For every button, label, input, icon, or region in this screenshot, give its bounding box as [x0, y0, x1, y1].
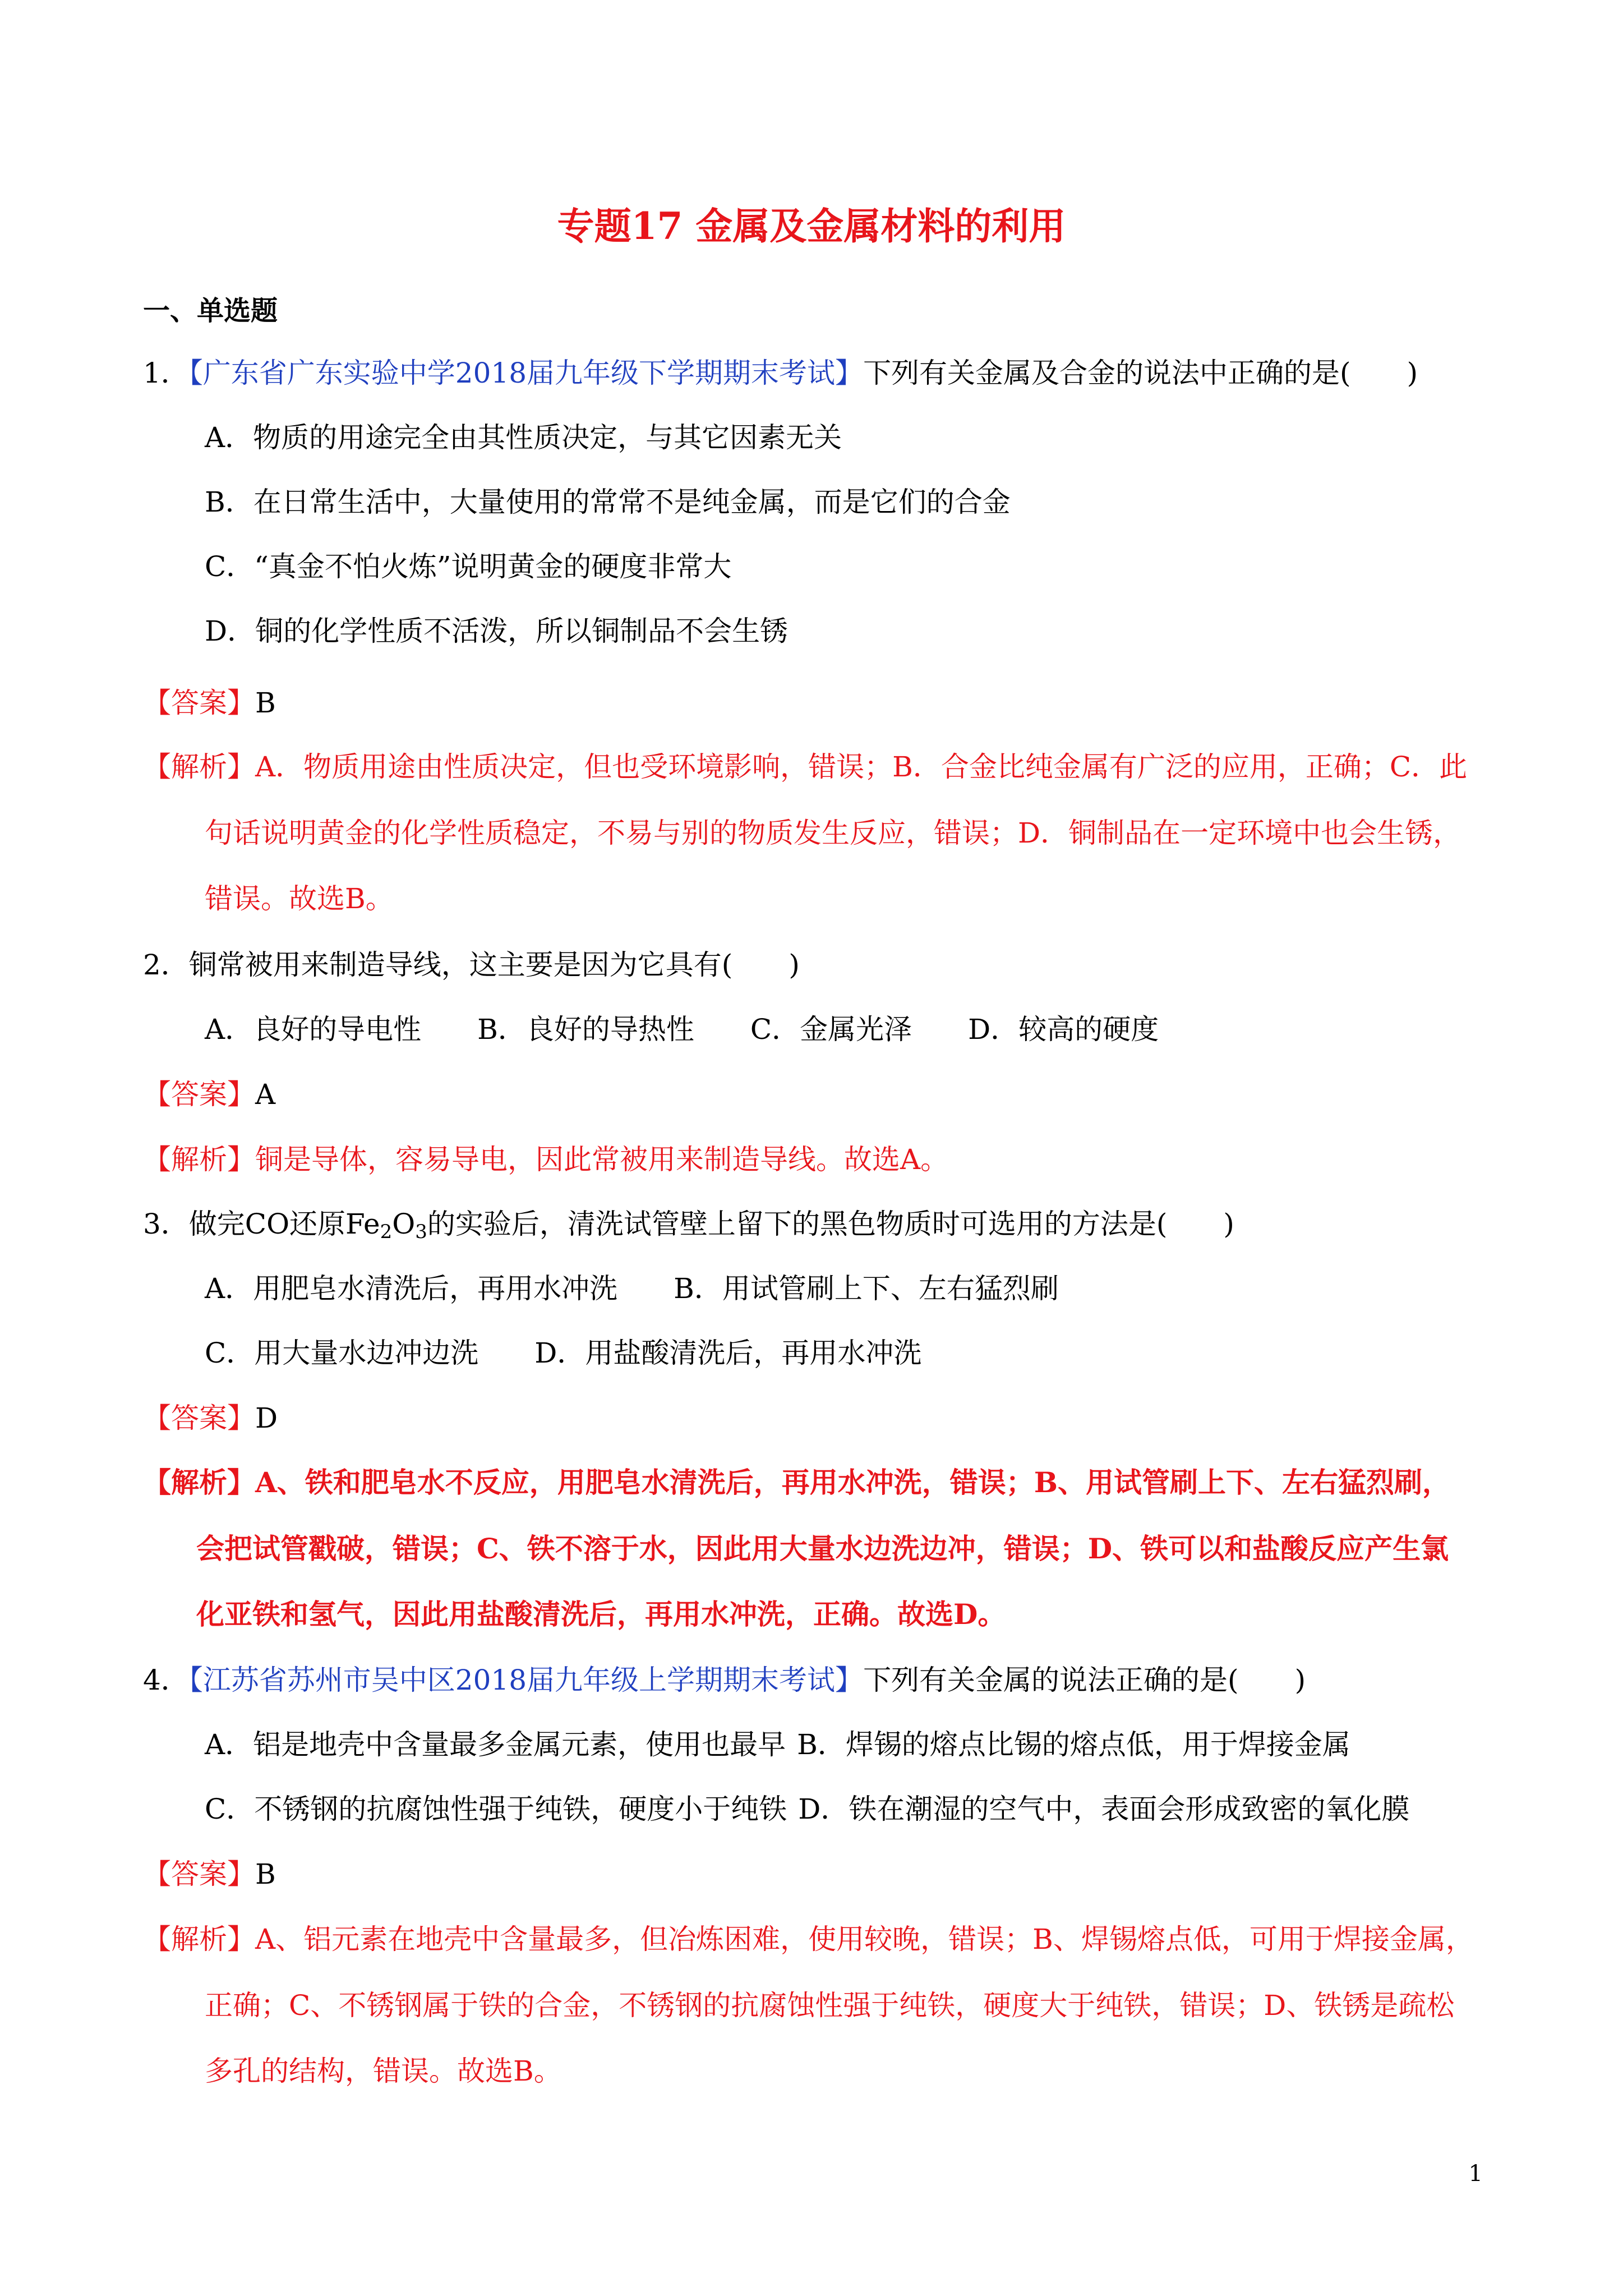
question-text: 下列有关金属及合金的说法中正确的是( ) [863, 357, 1418, 389]
explanation-line: 多孔的结构，错误。故选B。 [205, 2055, 562, 2087]
explanation-line [143, 1466, 1451, 1499]
option-a: A．物质的用途完全由其性质决定，与其它因素无关 [205, 421, 842, 454]
question-source: 【广东省广东实验中学2018届九年级下学期期末考试】 [188, 357, 864, 389]
answer-line [143, 1078, 276, 1111]
option-d: D．较高的硬度 [968, 1013, 1159, 1046]
option-b: B．良好的导热性 [477, 1013, 694, 1046]
answer-label: 【答案】 [143, 1402, 255, 1434]
explanation-label: 【解析】 [143, 1143, 255, 1176]
explanation-line: 错误。故选B。 [205, 882, 394, 915]
explanation-label: 【解析】 [143, 1466, 255, 1499]
answer-label: 【答案】 [143, 1078, 255, 1111]
question-number: 1． [143, 357, 189, 389]
option-d: D．铁在潮湿的空气中，表面会形成致密的氧化膜 [798, 1793, 1410, 1825]
option-a: A．良好的导电性 [205, 1013, 422, 1046]
explanation-label: 【解析】 [143, 1923, 255, 1955]
explanation-text: A、铁和肥皂水不反应，用肥皂水清洗后，再用水冲洗，错误；B、用试管刷上下、左右猛烈刷， [255, 1466, 1451, 1499]
question-source: 【江苏省苏州市吴中区2018届九年级上学期期末考试】 [188, 1664, 864, 1696]
option-c: C．不锈钢的抗腐蚀性强于纯铁，硬度小于纯铁 [205, 1793, 787, 1825]
answer-value: B [255, 1858, 276, 1890]
explanation-line [143, 1145, 948, 1174]
option-b: B．用试管刷上下、左右猛烈刷 [674, 1272, 1059, 1305]
option-a: A．用肥皂水清洗后，再用水冲洗 [205, 1272, 618, 1305]
explanation-label: 【解析】 [143, 751, 255, 783]
explanation-line [143, 1925, 1474, 1953]
question-2-stem: 2．铜常被用来制造导线，这主要是因为它具有( ) [143, 949, 800, 981]
option-d: D．铜的化学性质不活泼，所以铜制品不会生锈 [205, 615, 789, 647]
explanation-line: 正确；C、不锈钢属于铁的合金，不锈钢的抗腐蚀性强于纯铁，硬度大于纯铁，错误；D、铁锈是疏松 [205, 1989, 1455, 2022]
explanation-line: 句话说明黄金的化学性质稳定，不易与别的物质发生反应，错误；D．铜制品在一定环境中也会生锈， [205, 817, 1461, 849]
explanation-text: A、铝元素在地壳中含量最多，但冶炼困难，使用较晚，错误；B、焊锡熔点低，可用于焊接金属， [255, 1923, 1474, 1955]
question-text: 下列有关金属的说法正确的是( ) [863, 1664, 1306, 1696]
answer-value: A [255, 1078, 276, 1111]
option-c: C．金属光泽 [750, 1013, 912, 1046]
options-row [205, 1339, 921, 1367]
explanation-text: A．物质用途由性质决定，但也受环境影响，错误；B．合金比纯金属有广泛的应用，正确；C．此 [255, 751, 1468, 783]
page-title: 专题17 金属及金属材料的利用 [557, 204, 1066, 248]
options-row [205, 1795, 1409, 1823]
question-3-stem: 3．做完CO还原$Fe_2O_3$的实验后，清洗试管壁上留下的黑色物质时可选用的方法是( ) [143, 1208, 1234, 1243]
option-a: A．铝是地壳中含量最多金属元素，使用也最早 [205, 1728, 786, 1761]
answer-value: B [255, 687, 276, 719]
explanation-line: 会把试管戳破，错误；C、铁不溶于水，因此用大量水边洗边冲，错误；D、铁可以和盐酸反应产生氯 [196, 1532, 1449, 1565]
option-b: B．在日常生活中，大量使用的常常不是纯金属，而是它们的合金 [205, 486, 1011, 518]
explanation-text: 铜是导体，容易导电，因此常被用来制造导线。故选A。 [255, 1143, 949, 1176]
answer-line [143, 1404, 278, 1432]
question-number: 4． [143, 1664, 189, 1696]
option-d: D．用盐酸清洗后，再用水冲洗 [534, 1337, 922, 1369]
option-c: C．“真金不怕火炼”说明黄金的硬度非常大 [205, 550, 732, 583]
explanation-line: 化亚铁和氢气，因此用盐酸清洗后，再用水冲洗，正确。故选D。 [196, 1598, 1006, 1631]
options-row [205, 1013, 1159, 1046]
option-c: C．用大量水边冲边洗 [205, 1337, 479, 1369]
answer-label: 【答案】 [143, 687, 255, 719]
section-heading: 一、单选题 [143, 295, 278, 326]
explanation-line [143, 753, 1467, 781]
answer-label: 【答案】 [143, 1858, 255, 1890]
answer-value: D [255, 1402, 278, 1434]
option-b: B．焊锡的熔点比锡的熔点低，用于焊接金属 [797, 1728, 1350, 1761]
options-row [205, 1728, 1350, 1761]
question-1-stem [143, 359, 1418, 387]
options-row [205, 1274, 1059, 1303]
answer-line [143, 1860, 276, 1888]
page-number: 1 [1468, 2161, 1483, 2187]
question-4-stem [143, 1666, 1306, 1694]
answer-line [143, 689, 276, 717]
